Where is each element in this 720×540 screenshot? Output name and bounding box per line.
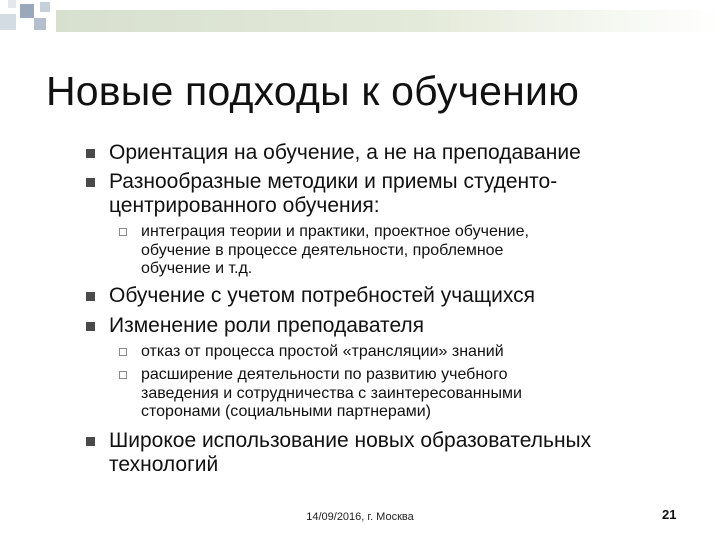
subbullet-text-continued: обучение в процессе деятельности, проблемное xyxy=(141,241,504,259)
bullet-text: Широкое использование новых образовательных xyxy=(109,429,592,452)
hollow-square-bullet-icon xyxy=(119,371,127,379)
hollow-square-bullet-icon xyxy=(119,228,127,236)
slide-footer: 14/09/2016, г. Москва xyxy=(306,511,414,523)
bullet-text-continued: технологий xyxy=(109,453,219,476)
bullet-text: Разнообразные методики и приемы студенто- xyxy=(109,170,558,193)
slide-title: Новые подходы к обучению xyxy=(46,68,580,114)
subbullet-text-continued: обучение и т.д. xyxy=(141,260,253,277)
subbullet-text: отказ от процесса простой «трансляции» знаний xyxy=(141,343,504,360)
square-bullet-icon xyxy=(86,149,95,158)
subbullet-text-continued: заведения и сотрудничества с заинтересованными xyxy=(141,384,522,402)
bullet-text: Обучение с учетом потребностей учащихся xyxy=(109,284,535,307)
square-bullet-icon xyxy=(86,292,95,301)
square-bullet-icon xyxy=(86,437,95,446)
hollow-square-bullet-icon xyxy=(119,348,127,356)
subbullet-text: интеграция теории и практики, проектное обучение, xyxy=(141,223,529,240)
square-bullet-icon xyxy=(86,322,95,331)
bullet-text-continued: центрированного обучения: xyxy=(109,194,380,217)
bullet-text: Изменение роли преподавателя xyxy=(109,314,425,337)
bullet-text: Ориентация на обучение, а не на преподавание xyxy=(109,141,581,164)
square-bullet-icon xyxy=(86,178,95,187)
page-number: 21 xyxy=(662,507,677,522)
subbullet-text: расширение деятельности по развитию учебного xyxy=(141,366,508,383)
subbullet-text-continued: сторонами (социальными партнерами) xyxy=(141,403,431,420)
header-decoration xyxy=(0,0,720,40)
